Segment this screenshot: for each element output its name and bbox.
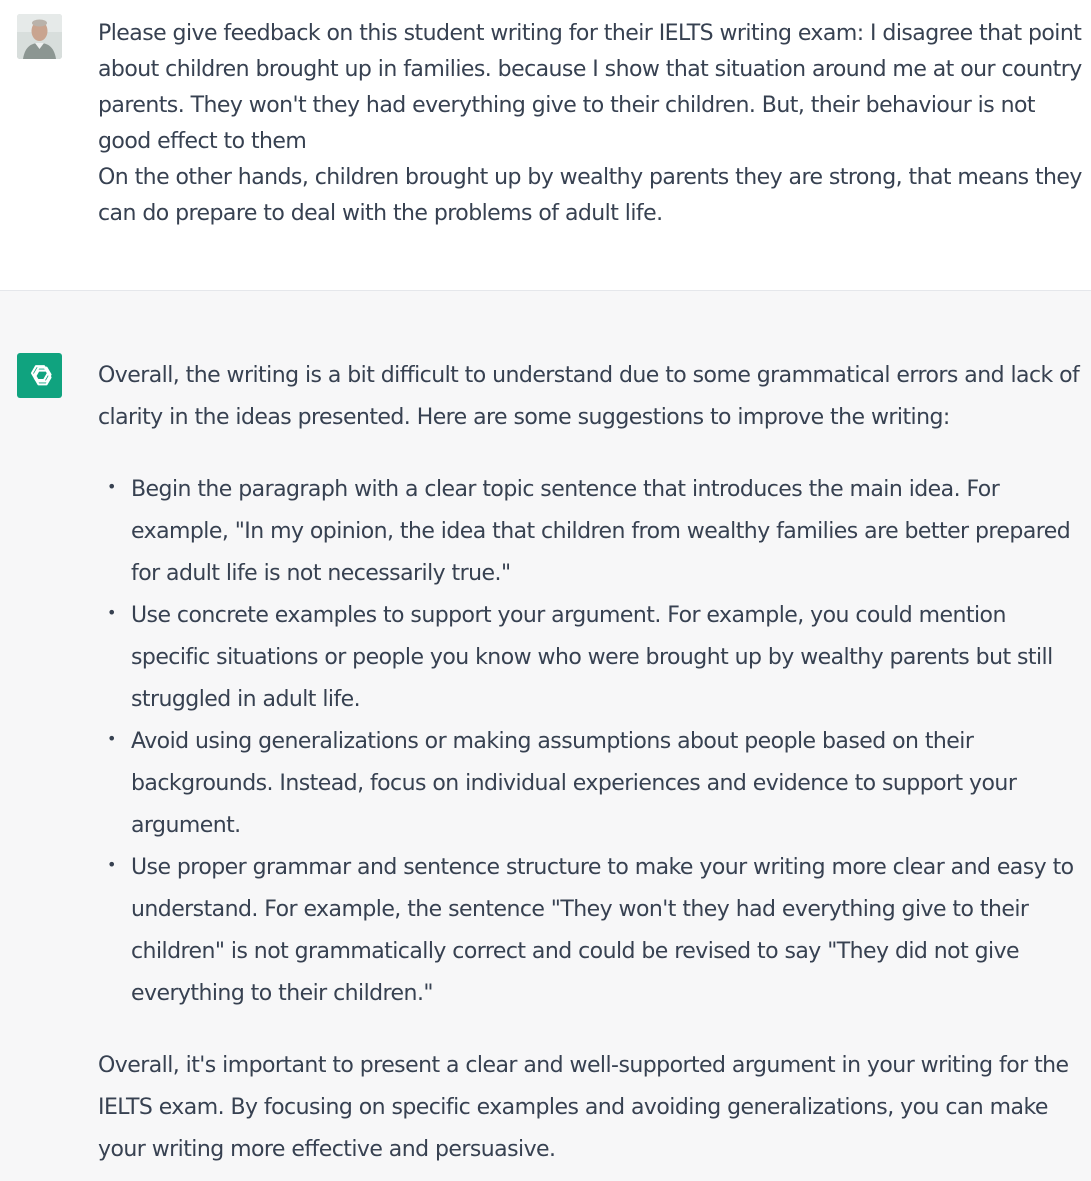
bullet-icon: •	[107, 855, 116, 874]
suggestion-text: Begin the paragraph with a clear topic sentence that introduces the main idea. For example, "In my opinion, the idea that children from wealthy families are better prepared for adult life is not necessarily true."	[131, 477, 1071, 586]
bullet-icon: •	[107, 477, 116, 496]
suggestion-item	[107, 469, 1083, 595]
assistant-conclusion: Overall, it's important to present a clear and well-supported argument in your writing for the IELTS exam. By focusing on specific examples and avoiding generalizations, you can make your writing more effective and persuasive.	[98, 1053, 1069, 1162]
user-avatar-photo	[17, 14, 62, 59]
bullet-icon: •	[107, 729, 116, 748]
suggestion-text: Use concrete examples to support your argument. For example, you could mention specific situations or people you know who were brought up by wealthy parents but still struggled in adult life.	[131, 603, 1053, 712]
bullet-icon: •	[107, 603, 116, 622]
user-message-text: Please give feedback on this student writing for their IELTS writing exam: I disagree that point about children brought up in families. because I show that situation around me at our country parents. They won't they had everything give to their children. But, their behaviour is not good effect to them On the other hands, children brought up by wealthy parents they are strong, that means they can do prepare to deal with the problems of adult life.	[98, 21, 1082, 226]
suggestion-list	[98, 469, 1083, 1015]
assistant-avatar	[17, 353, 62, 398]
user-message	[0, 0, 1091, 291]
suggestion-item	[107, 847, 1083, 1015]
openai-logo-icon	[25, 361, 55, 391]
suggestion-text: Avoid using generalizations or making assumptions about people based on their backgrounds. Instead, focus on individual experiences and evidence to support your argument.	[131, 729, 1017, 838]
assistant-intro: Overall, the writing is a bit difficult to understand due to some grammatical errors and lack of clarity in the ideas presented. Here are some suggestions to improve the writing:	[98, 363, 1080, 430]
suggestion-item	[107, 721, 1083, 847]
suggestion-item	[107, 595, 1083, 721]
assistant-message	[0, 291, 1091, 1181]
suggestion-text: Use proper grammar and sentence structure to make your writing more clear and easy to understand. For example, the sentence "They won't they had everything give to their children" is not grammatically correct and could be revised to say "They did not give everything to their children."	[131, 855, 1074, 1006]
assistant-message-body	[98, 355, 1083, 1171]
user-avatar	[17, 14, 62, 59]
